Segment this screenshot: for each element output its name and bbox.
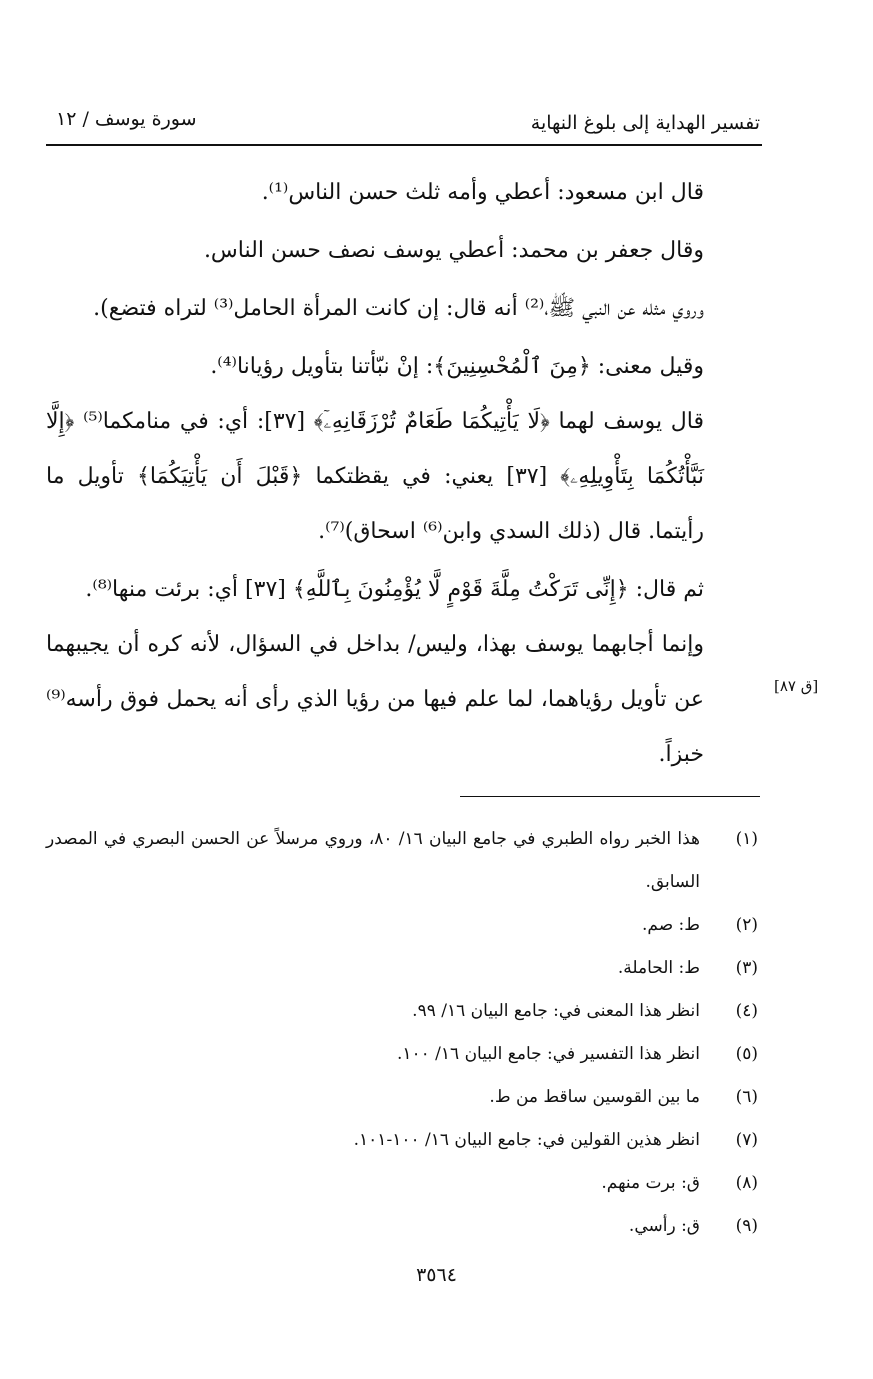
footnote-number: (٢) bbox=[735, 915, 758, 935]
footnote-text: انظر هذين القولين في: جامع البيان ١٦/ ١٠٠-١٠١. bbox=[353, 1130, 700, 1150]
footnote-divider bbox=[460, 796, 760, 797]
footnote-number: (٥) bbox=[735, 1044, 758, 1064]
footnote-number: (٩) bbox=[735, 1216, 758, 1236]
footnote-text: انظر هذا التفسير في: جامع البيان ١٦/ ١٠٠. bbox=[396, 1044, 700, 1064]
footnotes bbox=[46, 818, 760, 1248]
paragraph: وروي مثله عن النبي ﷺ،⁽²⁾ أنه قال: إن كانت المرأة الحامل⁽³⁾ لتراه فتضع). bbox=[93, 296, 704, 321]
paragraph: قال يوسف لهما ﴿لَا يَأْتِيكُمَا طَعَامٌ تُرْزَقَانِهِۦٓ﴾ [٣٧]: أي: في منامكما⁽⁵⁾ ﴿إِلَّا نَبَّأْتُكُمَا بِتَأْوِيلِهِۦ﴾ [٣٧] يعني: في يقظتكما ﴿قَبْلَ أَن يَأْتِيَكُمَا﴾ تأويل ما رأيتما. قال (ذلك السدي وابن⁽⁶⁾ اسحاق)⁽⁷⁾. bbox=[46, 409, 704, 544]
footnote bbox=[46, 904, 760, 947]
footnote bbox=[46, 1119, 760, 1162]
footnote bbox=[46, 818, 760, 904]
footnote bbox=[46, 1162, 760, 1205]
page-number: ٣٥٦٤ bbox=[416, 1264, 457, 1286]
main-text bbox=[46, 165, 760, 782]
paragraph: قال ابن مسعود: أعطي وأمه ثلث حسن الناس⁽¹⁾. bbox=[261, 180, 704, 205]
footnote bbox=[46, 1033, 760, 1076]
paragraph: وقال جعفر بن محمد: أعطي يوسف نصف حسن الناس. bbox=[203, 238, 704, 263]
paragraph: وقيل معنى: ﴿مِنَ ٱلْمُحْسِنِينَ﴾: إنْ نبّأتنا بتأويل رؤيانا⁽⁴⁾. bbox=[210, 354, 704, 379]
paragraph: ثم قال: ﴿إِنِّى تَرَكْتُ مِلَّةَ قَوْمٍ لَّا يُؤْمِنُونَ بِٱللَّهِ﴾ [٣٧] أي: برئت منها⁽⁸⁾. bbox=[85, 577, 704, 602]
manuscript-folio-note: [ق ٨٧] bbox=[774, 677, 819, 695]
footnote-number: (٣) bbox=[735, 958, 758, 978]
paragraph: وإنما أجابهما يوسف بهذا، وليس/ بداخل في السؤال، لأنه كره أن يجيبهما عن تأويل رؤياهما، لما علم فيها من رؤيا الذي رأى أنه يحمل فوق رأسه⁽⁹⁾ خبزاً. bbox=[46, 632, 704, 767]
footnote-number: (٧) bbox=[735, 1130, 758, 1150]
footnote-number: (١) bbox=[735, 829, 758, 849]
surah-label: سورة يوسف / ١٢ bbox=[56, 108, 197, 130]
footnote bbox=[46, 990, 760, 1033]
footnote-number: (٨) bbox=[735, 1173, 758, 1193]
footnote-number: (٦) bbox=[735, 1087, 758, 1107]
book-title: تفسير الهداية إلى بلوغ النهاية bbox=[530, 112, 760, 134]
footnote-number: (٤) bbox=[735, 1001, 758, 1021]
footnote-text: ق: رأسي. bbox=[628, 1216, 700, 1236]
footnote-text: ما بين القوسين ساقط من ط. bbox=[489, 1087, 700, 1107]
footnote bbox=[46, 1076, 760, 1119]
footnote bbox=[46, 947, 760, 990]
footnote-text: ط: الحاملة. bbox=[617, 958, 700, 978]
footnote-text: انظر هذا المعنى في: جامع البيان ١٦/ ٩٩. bbox=[412, 1001, 700, 1021]
footnote bbox=[46, 1205, 760, 1248]
footnote-text: ق: برت منهم. bbox=[601, 1173, 700, 1193]
footnote-text: هذا الخبر رواه الطبري في جامع البيان ١٦/ ٨٠، وروي مرسلاً عن الحسن البصري في المصدر السابق. bbox=[46, 829, 700, 892]
running-header bbox=[46, 104, 762, 146]
footnote-text: ط: صم. bbox=[641, 915, 700, 935]
